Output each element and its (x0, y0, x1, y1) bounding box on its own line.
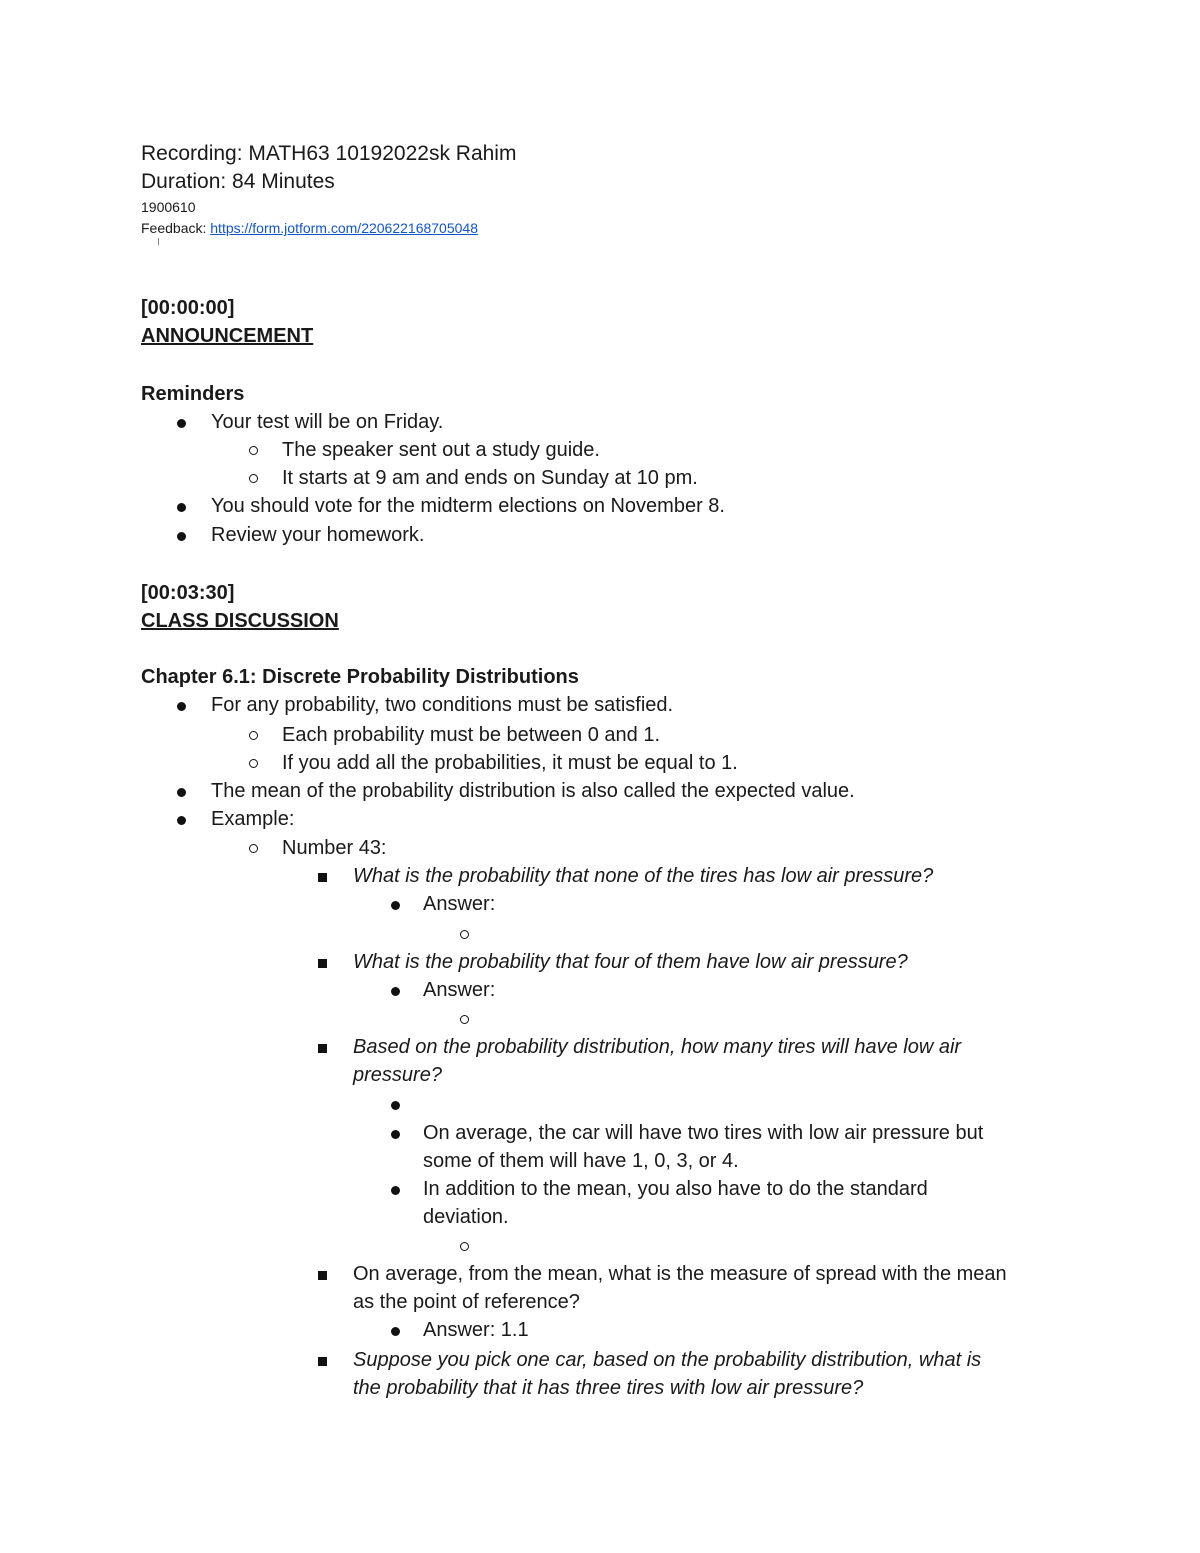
list-item: On average, the car will have two tires with low air pressure but (423, 1122, 984, 1144)
feedback-link[interactable]: https://form.jotform.com/220622168705048 (210, 220, 478, 236)
list-item: The mean of the probability distribution is also called the expected value. (211, 780, 855, 802)
feedback-line (141, 219, 478, 237)
question-continued: pressure? (353, 1064, 442, 1086)
bullet-circle (249, 731, 258, 740)
bullet-square (318, 1044, 327, 1053)
bullet-disc (391, 1101, 400, 1110)
list-item: Each probability must be between 0 and 1. (282, 724, 661, 746)
session-id: 1900610 (141, 199, 196, 215)
list-item: It starts at 9 am and ends on Sunday at 10 pm. (282, 467, 698, 489)
bullet-disc (177, 816, 186, 825)
list-item-continued: some of them will have 1, 0, 3, or 4. (423, 1150, 739, 1172)
bullet-circle (249, 844, 258, 853)
list-item: Review your homework. (211, 524, 425, 546)
bullet-disc (177, 702, 186, 711)
bullet-disc (391, 1327, 400, 1336)
list-item: You should vote for the midterm elections on November 8. (211, 495, 725, 517)
bullet-circle (249, 446, 258, 455)
question: Based on the probability distribution, how many tires will have low air (353, 1036, 962, 1058)
bullet-circle (460, 930, 469, 939)
list-item: Answer: (423, 979, 496, 1001)
list-item: Number 43: (282, 837, 387, 859)
list-item: Your test will be on Friday. (211, 411, 444, 433)
section1-timestamp: [00:00:00] (141, 297, 235, 319)
question: On average, from the mean, what is the measure of spread with the mean (353, 1263, 1007, 1285)
list-item: Example: (211, 808, 295, 830)
bullet-circle (249, 759, 258, 768)
feedback-label: Feedback: (141, 220, 211, 236)
bullet-disc (177, 503, 186, 512)
duration-line: Duration: 84 Minutes (141, 170, 335, 193)
question-continued: as the point of reference? (353, 1291, 580, 1313)
section2-title: CLASS DISCUSSION (141, 610, 339, 632)
list-item: The speaker sent out a study guide. (282, 439, 600, 461)
bullet-square (318, 1357, 327, 1366)
bullet-circle (460, 1015, 469, 1024)
bullet-disc (391, 1130, 400, 1139)
question: Suppose you pick one car, based on the probability distribution, what is (353, 1349, 982, 1371)
bullet-disc (391, 987, 400, 996)
list-item: Answer: 1.1 (423, 1319, 529, 1341)
bullet-square (318, 959, 327, 968)
reminders-heading: Reminders (141, 383, 245, 405)
bullet-square (318, 1271, 327, 1280)
list-item: In addition to the mean, you also have to do the standard (423, 1178, 928, 1200)
chapter-heading: Chapter 6.1: Discrete Probability Distributions (141, 666, 579, 688)
bullet-square (318, 873, 327, 882)
recording-line: Recording: MATH63 10192022sk Rahim (141, 142, 517, 165)
list-item: Answer: (423, 893, 496, 915)
cursor-mark (158, 238, 159, 245)
bullet-disc (391, 1186, 400, 1195)
list-item: For any probability, two conditions must be satisfied. (211, 694, 674, 716)
bullet-disc (177, 419, 186, 428)
bullet-disc (177, 532, 186, 541)
bullet-disc (177, 788, 186, 797)
bullet-circle (460, 1242, 469, 1251)
question-continued: the probability that it has three tires with low air pressure? (353, 1377, 864, 1399)
bullet-circle (249, 474, 258, 483)
list-item: If you add all the probabilities, it must be equal to 1. (282, 752, 738, 774)
section2-timestamp: [00:03:30] (141, 582, 235, 604)
bullet-disc (391, 901, 400, 910)
question: What is the probability that four of them have low air pressure? (353, 951, 908, 973)
question: What is the probability that none of the tires has low air pressure? (353, 865, 934, 887)
section1-title: ANNOUNCEMENT (141, 325, 314, 347)
list-item-continued: deviation. (423, 1206, 509, 1228)
